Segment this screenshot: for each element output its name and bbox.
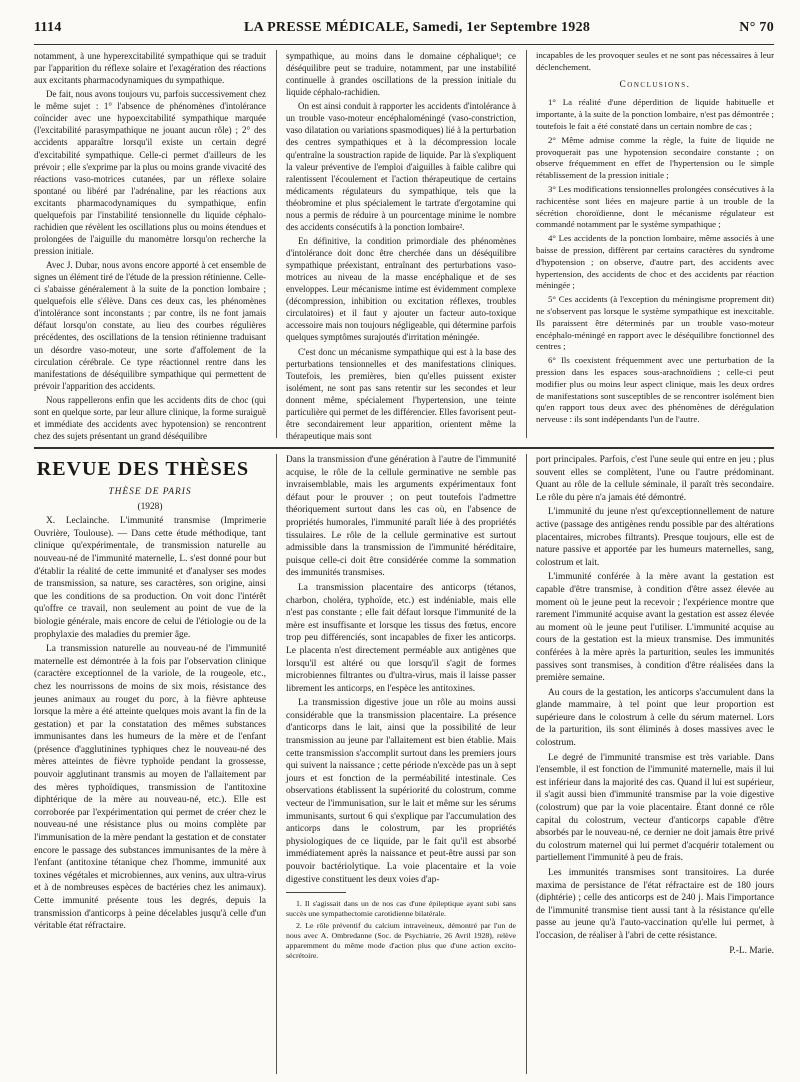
- column-divider: [276, 454, 277, 1074]
- paragraph: Dans la transmission d'une génération à l'autre de l'immunité acquise, le rôle de la cellule germinative ne semble pas invraisemblable, mais les arguments expérimentaux font défaut pour le prouver ; on peut toutefois l'admettre théoriquement surtout dans les cas où, en l'absence de propriétés humorales, l'immunité paraît liée à des propriétés tissulaires. Le rôle de la cellule germinative est surtout admissible dans la transmission de l'immunité héréditaire, puisque celle-ci doit être considérée comme la sommation des immunités transmises.: [286, 455, 516, 579]
- journal-date: LA PRESSE MÉDICALE, Samedi, 1er Septembre 1928: [244, 20, 591, 35]
- paragraph: Les immunités transmises sont transitoires. La durée maxima de persistance de l'état réfractaire est de 180 jours (diphtérie) ; celle des anticorps est de 240 j. Mais l'importance de l'immunité transmise tient aussi tant à la résistance qu'elle passe au jeune qu'à l'auto-vaccination qu'elle lui permet, à l'occasion, de réaliser à l'abri de cette résistance.: [536, 868, 774, 941]
- top-column-1: [34, 50, 266, 442]
- issue-number: N° 70: [739, 20, 774, 35]
- thesis-year: (1928): [137, 501, 163, 512]
- paragraph: En définitive, la condition primordiale des phénomènes d'intolérance doit donc être cherchée dans un déséquilibre sympathique préexistant, entraînant des perturbations vaso-motrices au niveau de la masse encéphalique et de ses enveloppes. Leur mécanisme intime est évidemment complexe (décompression, inhibition ou excitation réflexes, troubles circulatoires) et il faut y ajouter un facteur auto-toxique accessoire mais non toujours négligeable, qui détermine parfois quelques symptômes surajoutés d'irritation méningée.: [286, 235, 516, 343]
- top-column-3: [536, 50, 774, 442]
- paragraph: Au cours de la gestation, les anticorps s'accumulent dans la glande mammaire, à tel point que leur proportion est supérieure dans le colostrum à celle du sérum maternel. Lors de la parturition, ils sont éliminés à doses massives avec le colostrum.: [536, 687, 774, 749]
- footnote: 2. Le rôle préventif du calcium intraveineux, démontré par l'un de nous avec A. Ombredanne (Soc. de Psychiatrie, 26 Avril 1928), relève apparemment du même mode d'action plus que d'une action excito-sécrétoire.: [286, 921, 516, 961]
- paragraph: La transmission digestive joue un rôle au moins aussi considérable que la transmission placentaire. La présence d'anticorps dans le lait, ainsi que la possibilité de leur transmission au jeune par l'allaitement est bien établie. Mais cette transmission s'accomplit surtout dans les premiers jours qui suivent la naissance ; cette période n'excède pas un à sept jours et est fonction de la perméabilité intestinale. Ces observations établissent la supériorité du colostrum, comme vecteur de l'immunisation, sur le lait et même sur les sérums immunisants, surtout 6 qui s'explique par l'accumulation des anticorps dans le colostrum, par les propriétés physiologiques de ce liquide, par le fait qu'il est absorbé immédiatement après la naissance et peut-être aussi par son pouvoir bactériolytique. La voie placentaire et la voie digestive constituent les deux voies d'ap-: [286, 698, 516, 885]
- paragraph: On est ainsi conduit à rapporter les accidents d'intolérance à un trouble vaso-moteur encéphaloméningé (vaso-constriction, vaso dilatation ou variations spasmodiques) lié à la perturbation des centres sympathiques et à la décompression locale qu'entraîne la soustraction rapide de liquide. Par là s'expliquent la valeur préventive de l'emploi d'aiguilles à faible calibre qui ralentissent l'écoulement et l'action thérapeutique de certains médicaments régulateurs du sympathique, tels que la théobromine et plus spécialement le tartrate d'ergotamine qui nous a permis de réduire à un pourcentage minime le nombre des accidents consécutifs à la ponction lombaire².: [286, 101, 516, 232]
- page-header: [34, 20, 774, 42]
- footnote: 1. Il s'agissait dans un de nos cas d'une épileptique ayant subi sans succès une sympathectomie carotidienne bilatérale.: [286, 899, 516, 919]
- conclusion-item: 1° La réalité d'une déperdition de liquide habituelle et importante, à la suite de la ponction lombaire, n'est pas démontrée ; toutefois le fait a été constaté dans un certain nombre de cas ;: [536, 97, 774, 131]
- paragraph: Nous rappellerons enfin que les accidents dits de choc (qui sont en quelque sorte, par leur allure clinique, la forme suraiguë et immédiate des accidents avec hypotension) se rencontrent chez des sujets présentant un grand déséquilibre: [34, 394, 266, 441]
- bottom-column-2: [286, 454, 516, 1074]
- paragraph: C'est donc un mécanisme sympathique qui est à la base des perturbations tensionnelles et des manifestations cliniques. Toutefois, les premières, bien qu'elles puissent exister isolément, ne sont pas sans retentir sur les secondes et leur donnent même, spécialement l'hypertension, une teinte particulière qui permet de les différencier. Elles favorisent peut-être secondairement leur apparition, orientent même la thérapeutique mais sont: [286, 346, 516, 441]
- column-divider: [276, 50, 277, 438]
- column-divider: [526, 454, 527, 1074]
- paragraph: Le degré de l'immunité transmise est très variable. Dans l'ensemble, il est fonction de l'immunité maternelle, mais il lui est inférieur dans la majorité des cas. Quand il lui est supérieur, il s'agit aussi bien d'immunité transmise par la voie digestive (colostrum) que par la voie placentaire. Étant donné ce rôle capital du colostrum, vecteur d'anticorps capable d'être absorbés par le nouveau-né, ce dernier ne doit jamais être privé du colostrum maternel qui lui permet d'acquérir totalement ou partiellement l'immunité à peu de frais.: [536, 752, 774, 864]
- section-title: REVUE DES THÈSES: [36, 458, 250, 480]
- thesis-title: THÈSE DE PARIS: [108, 487, 192, 497]
- issue-date: Samedi, 1er Septembre 1928: [412, 20, 591, 35]
- signature: P.-L. Marie.: [729, 945, 774, 956]
- paragraph: La transmission placentaire des anticorps (tétanos, charbon, choléra, typhoïde, etc.) est indéniable, mais elle n'est pas constante ; elle fait défaut lorsque l'immunité de la mère est insuffisante et lorsque les tissus des fœtus, encore trop peu différenciés, sont incapables de fixer les anticorps. Le placenta n'est directement perméable aux antigènes que lorsqu'il est altéré ou que lorsqu'il s'agit de formes microbiennes filtrantes ou d'ultra-virus, mais il laisse passer librement les anticorps, en l'espèce les antitoxines.: [286, 582, 516, 694]
- paragraph: La transmission naturelle au nouveau-né de l'immunité maternelle est démontrée à la fois par l'observation clinique (caractère exceptionnel de la variole, de la rougeole, etc., chez les nourrissons de moins de six mois, résistance des jeunes animaux au rouget du porc, à la fièvre aphteuse lorsque la mère a été atteinte quelques mois avant la fin de la gestation) et par la constatation des mêmes substances immunisantes dans les humeurs de la mère et de l'enfant (présence d'agglutinines typhiques chez le nouveau-né des mères atteintes de fièvre typhoïde pendant la grossesse, pouvoir agglutinant transmis au moyen de l'allaitement par des mères typhoïdiques, transmission de l'antitoxine diphtérique de la mère au nouveau-né, etc.). Elle est corroborée par l'expérimentation qui permet de créer chez le nouveau-né une résistance plus ou moins complète par l'immunisation de la mère pendant la gestation et de constater encore le passage des substances immunisantes de la mère à l'enfant (antitoxine tétanique chez l'homme, immunité aux toxines végétales et microbiennes, aux venins, aux ultra-virus et à de nombreuses espèces de bactéries chez les animaux). Cette immunité présente tous les degrés, depuis la transmission d'anticorps à peine décelables jusqu'à celle d'un véritable état réfractaire.: [34, 644, 266, 932]
- conclusion-item: 6° Ils coexistent fréquemment avec une perturbation de la pression dans les espaces sous-arachnoïdiens ; celle-ci peut modifier plus ou moins leur aspect clinique, mais les deux ordres de manifestations sont susceptibles de se rencontrer isolément bien qu'en rapport tous deux avec des phénomènes de dérégulation nerveuse : ils sont indépendants l'un de l'autre.: [536, 355, 774, 425]
- header-rule: [34, 44, 774, 45]
- paragraph: De fait, nous avons toujours vu, parfois successivement chez le même sujet : 1° l'absence de phénomènes d'intolérance coïncider avec une hypoexcitabilité sympathique marquée (l'excitabilité parasympathique ne jouant aucun rôle) ; 2° des accidents apparaître lorsqu'il existe un certain degré d'excitabilité sympathique. Celle-ci permet d'ailleurs de les prévoir ; elle s'exprime par la plus ou moins grande vivacité des réactions vaso-motrices cutanées, par un réflexe solaire spontané ou libéré par l'adrénaline, par les réactions aux excitants pharmacodynamiques du sympathique, enfin quelquefois par l'instabilité tensionnelle du liquide céphalo-rachidien que révèlent les oscillations plus ou moins étendues et prolongées de l'aiguille du manomètre lorsqu'on recherche la pression initiale.: [34, 89, 266, 256]
- footnote-rule: [286, 892, 346, 893]
- paragraph: port principales. Parfois, c'est l'une seule qui entre en jeu ; plus souvent elles se complètent, l'une ou l'autre prédominant. Quant au rôle de la cellule séminale, il paraît très secondaire. Le rôle du père n'a jamais été démontré.: [536, 455, 774, 503]
- conclusion-item: 4° Les accidents de la ponction lombaire, même associés à une baisse de pression, diffèrent par certains caractères du syndrome d'hypotension ; on observe, d'autre part, des accidents avec hypertension, des accidents de choc et des accidents par réaction méningée ;: [536, 233, 774, 291]
- paragraph: notamment, à une hyperexcitabilité sympathique qui se traduit par l'apparition du réflexe solaire et l'exagération des réactions aux excitants pharmacodynamiques du sympathique.: [34, 51, 266, 86]
- top-column-2: [286, 50, 516, 442]
- page-number: 1114: [34, 20, 62, 35]
- bottom-column-1: [34, 486, 266, 1066]
- paragraph: L'immunité du jeune n'est qu'exceptionnellement de nature active (passage des antigènes rendu possible par des altérations placentaires, microbes filtrants). Presque toujours, elle est de nature passive et apportée par les humeurs maternelles, sang, colostrum et lait.: [536, 507, 774, 568]
- section-rule: [34, 447, 774, 449]
- paragraph: incapables de les provoquer seules et ne sont pas nécessaires à leur déclenchement.: [536, 50, 774, 72]
- paragraph: Avec J. Dubar, nous avons encore apporté à cet ensemble de signes un élément tiré de l'étude de la pression rétinienne. Celle-ci s'abaisse généralement à la suite de la ponction lombaire ; quelquefois elle s'élève. Dans ces deux cas, les phénomènes d'intolérance sont inconstants ; par contre, ils ne font jamais défaut lorsqu'on constate, au lieu des courbes régulières précédentes, des oscillations de la tension rétinienne traduisant un désordre vaso-moteur, une sorte d'affolement de la circulation cérébrale. Ce type réactionnel rentre dans les manifestations de déséquilibre sympathique qui permettent de prévoir l'apparition des accidents.: [34, 260, 266, 391]
- conclusions-heading: Conclusions.: [619, 79, 691, 90]
- paragraph: X. Leclainche. L'immunité transmise (Imprimerie Ouvrière, Toulouse). — Dans cette étude méthodique, tant clinique qu'expérimentale, de transmission naturelle au nouveau-né de l'immunité maternelle, L. s'est donné pour but d'établir la réalité de cette immunité et d'analyser ses modes de transmission, sa nature, ses caractères, son origine, ainsi que les conditions de sa production. On voit donc l'intérêt qu'offre ce travail, non seulement au point de vue de la biologie générale, mais encore de celui de l'étiologie ou de la prophylaxie des maladies du premier âge.: [34, 516, 266, 640]
- conclusion-item: 2° Même admise comme la règle, la fuite de liquide ne provoquerait pas une hypotension secondaire constante ; on observe fréquemment en effet de l'hypertension ou le simple rétablissement de la pression initiale ;: [536, 134, 774, 181]
- conclusion-item: 5° Ces accidents (à l'exception du méningisme proprement dit) ne s'observent pas lorsque le système sympathique est inexcitable. Ils paraissent être déterminés par un trouble vaso-moteur encéphalo-méningé en rapport avec le déséquilibre fonctionnel des centres ;: [536, 294, 774, 352]
- paragraph: L'immunité conférée à la mère avant la gestation est capable d'être transmise, à condition d'être assez élevée au moment où le jeune peut la recevoir ; l'expérience montre que rarement l'immunité acquise avant la gestation est assez élevée au moment où le jeune peut l'utiliser. L'immunité acquise au cours de la gestation est la mieux transmise. Des immunités conférées à la mère après la parturition, seules les immunités passives sont transmises, à condition d'être réalisées dans la première semaine.: [536, 572, 774, 684]
- bottom-column-3: [536, 454, 774, 1074]
- column-divider: [526, 50, 527, 438]
- conclusion-item: 3° Les modifications tensionnelles prolongées consécutives à la rachicentèse sont liées en majeure partie à un trouble de la sécrétion choroïdienne, dont le mécanisme régulateur est commandé notamment par le système sympathique ;: [536, 183, 774, 230]
- paragraph: sympathique, au moins dans le domaine céphalique¹; ce déséquilibre peut se traduire, notamment, par une instabilité continuelle à grandes oscillations de la pression initiale du liquide céphalo-rachidien.: [286, 51, 516, 98]
- journal-title: LA PRESSE MÉDICALE: [244, 20, 405, 35]
- footnotes: [286, 899, 516, 961]
